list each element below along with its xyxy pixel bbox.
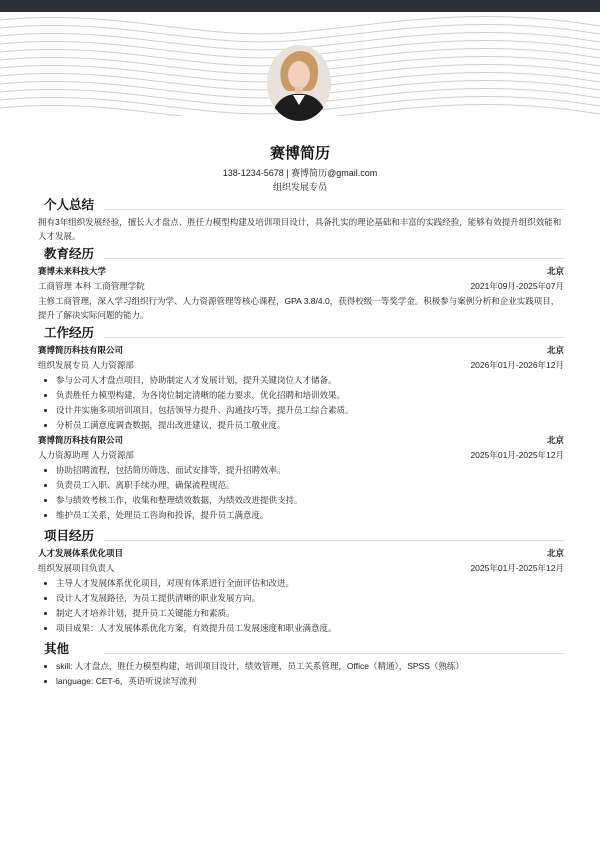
work-header: [38, 433, 564, 448]
job-position: 组织发展专员 人力资源部: [38, 360, 134, 370]
section-title-work: 工作经历: [38, 324, 564, 343]
list-item: • 协助招聘流程，包括简历筛选、面试安排等，提升招聘效率。: [56, 463, 564, 478]
profile-photo: [267, 45, 331, 121]
list-item: • skill: 人才盘点，胜任力模型构建，培训项目设计，绩效管理，员工关系管理，Office（精通），SPSS（熟练）: [56, 659, 564, 674]
list-item: • 参与公司人才盘点项目，协助制定人才发展计划，提升关键岗位人才储备。: [56, 373, 564, 388]
work-header: [38, 343, 564, 358]
company-location: 北京: [546, 435, 564, 445]
list-item: • 项目成果：人才发展体系优化方案，有效提升员工发展速度和职业满意度。: [56, 621, 564, 636]
company-name: 赛博简历科技有限公司: [38, 345, 124, 355]
list-item: • 负责员工入职、离职手续办理，确保流程规范。: [56, 478, 564, 493]
project-location: 北京: [546, 548, 564, 558]
resume-content: [38, 196, 564, 689]
other-bullets: [38, 659, 564, 689]
company-location: 北京: [546, 345, 564, 355]
summary-text: 拥有3年组织发展经验，擅长人才盘点、胜任力模型构建及培训项目设计，具备扎实的理论基础和丰富的实践经验，能够有效提升组织效能和人才发展。: [38, 217, 562, 241]
project-meta: [38, 561, 564, 576]
education-major: 工商管理 本科 工商管理学院: [38, 281, 145, 291]
list-item: • 设计人才发展路径，为员工提供清晰的职业发展方向。: [56, 591, 564, 606]
list-item: • 负责胜任力模型构建，为各岗位制定清晰的能力要求，优化招聘和培训效果。: [56, 388, 564, 403]
school-location: 北京: [546, 266, 564, 276]
list-item: • 分析员工满意度调查数据，提出改进建议，提升员工敬业度。: [56, 418, 564, 433]
job-position: 人力资源助理 人力资源部: [38, 450, 134, 460]
school-name: 赛博未来科技大学: [38, 266, 107, 276]
work-meta: [38, 448, 564, 463]
project-header: [38, 546, 564, 561]
work-bullets: [38, 463, 564, 523]
list-item: • 制定人才培养计划，提升员工关键能力和素质。: [56, 606, 564, 621]
list-item: • 主导人才发展体系优化项目，对现有体系进行全面评估和改进。: [56, 576, 564, 591]
company-name: 赛博简历科技有限公司: [38, 435, 124, 445]
section-title-other: 其他: [38, 640, 564, 659]
project-name: 人才发展体系优化项目: [38, 548, 124, 558]
list-item: • 设计并实施多项培训项目，包括领导力提升、沟通技巧等，提升员工综合素质。: [56, 403, 564, 418]
education-header: [38, 264, 564, 279]
education-meta: [38, 279, 564, 294]
project-bullets: [38, 576, 564, 636]
resume-name: 赛博简历: [269, 145, 330, 162]
work-bullets: [38, 373, 564, 433]
job-dates: 2026年01月-2026年12月: [470, 360, 564, 370]
section-title-summary: 个人总结: [38, 196, 564, 215]
education-dates: 2021年09月-2025年07月: [470, 281, 564, 291]
section-title-education: 教育经历: [38, 245, 564, 264]
contact-info: 138-1234-5678 | 赛博简历@gmail.com: [222, 168, 378, 178]
list-item: • 维护员工关系，处理员工咨询和投诉，提升员工满意度。: [56, 508, 564, 523]
education-description: 主修工商管理，深入学习组织行为学、人力资源管理等核心课程，GPA 3.8/4.0，获得校级一等奖学金。积极参与案例分析和企业实践项目，提升了解决实际问题的能力。: [38, 296, 560, 320]
list-item: • language: CET-6，英语听说读写流利: [56, 674, 564, 689]
list-item: • 参与绩效考核工作，收集和整理绩效数据，为绩效改进提供支持。: [56, 493, 564, 508]
job-dates: 2025年01月-2025年12月: [470, 450, 564, 460]
work-entry: [38, 343, 564, 433]
work-meta: [38, 358, 564, 373]
project-role: 组织发展项目负责人: [38, 563, 115, 573]
top-bar: [0, 0, 600, 12]
target-role: 组织发展专员: [272, 182, 327, 192]
work-entry: [38, 433, 564, 523]
project-dates: 2025年01月-2025年12月: [470, 563, 564, 573]
section-title-projects: 项目经历: [38, 527, 564, 546]
